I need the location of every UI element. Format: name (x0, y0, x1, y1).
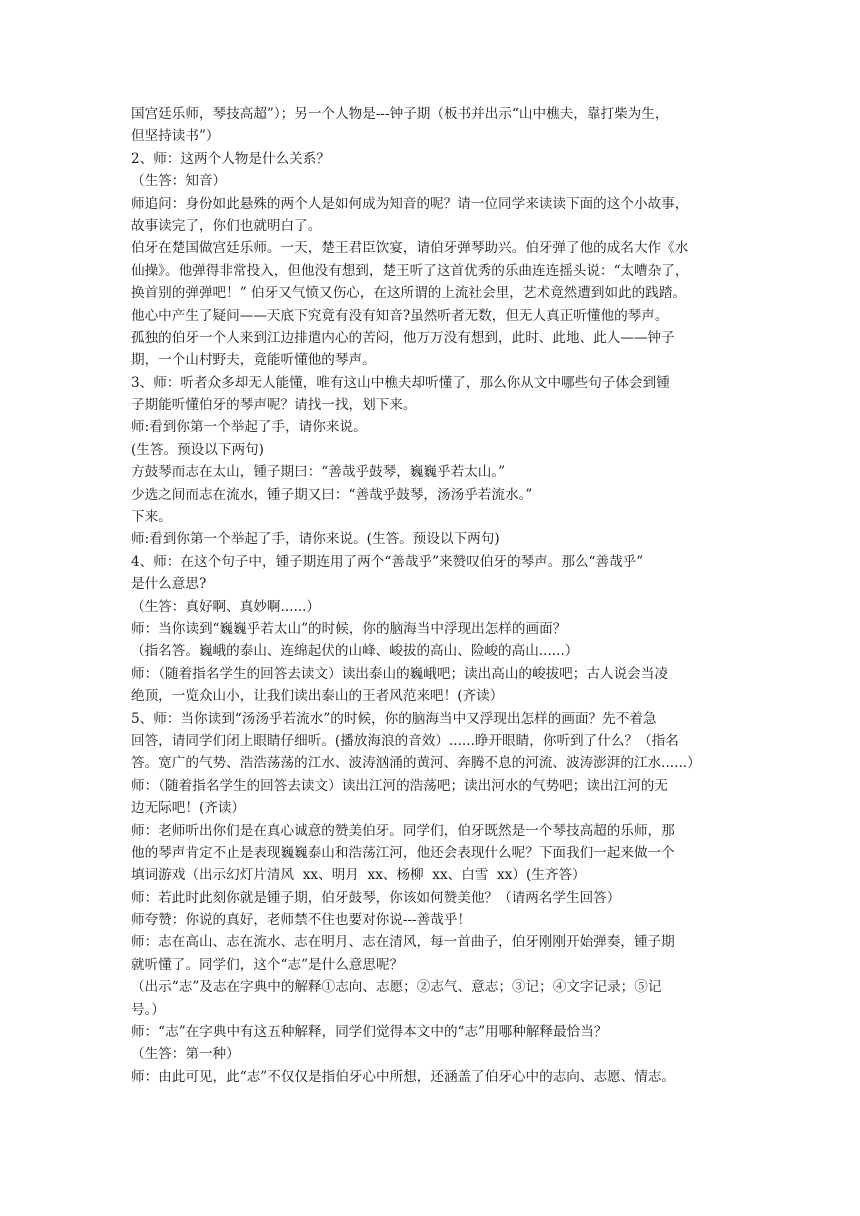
text-line: 师：当你读到“巍巍乎若太山”的时候，你的脑海当中浮现出怎样的画面？ (131, 620, 567, 637)
text-line: 换首别的弹弹吧！” 伯牙又气愤又伤心，在这所谓的上流社会里，艺术竟然遭到如此的践踏。 (131, 285, 687, 302)
text-line: 3、师：听者众多却无人能懂，唯有这山中樵夫却听懂了，那么你从文中哪些句子体会到锺 (131, 374, 670, 391)
text-line: 师：（随着指名学生的回答去读文）读出江河的浩荡吧；读出河水的气势吧；读出江河的无 (131, 777, 668, 794)
text-line: 边无际吧！(齐读） (131, 800, 246, 817)
text-line: 故事读完了，你们也就明白了。 (131, 217, 322, 234)
text-line: （生答：知音） (131, 173, 227, 190)
text-line: 方鼓琴而志在太山，锺子期曰：“善哉乎鼓琴，巍巍乎若太山。” (131, 464, 506, 481)
text-line: 国宫廷乐师，琴技高超”）；另一个人物是---钟子期（板书并出示“山中樵夫，靠打柴为生， (131, 106, 669, 122)
text-line: 填词游戏（出示幻灯片清风 xx、明月 xx、杨柳 xx、白雪 xx）(生齐答） (131, 867, 586, 884)
text-line: 他的琴声肯定不止是表现巍巍泰山和浩荡江河，他还会表现什么呢？下面我们一起来做一个 (131, 844, 675, 861)
text-line: 少选之间而志在流水，锺子期又曰：“善哉乎鼓琴，汤汤乎若流水。” (131, 486, 533, 503)
text-line: 师:看到你第一个举起了手，请你来说。 (131, 419, 367, 436)
text-line: （生答：真好啊、真妙啊......） (131, 598, 321, 615)
document-page (131, 103, 741, 1088)
text-line: 师：若此时此刻你就是锺子期，伯牙鼓琴，你该如何赞美他？（请两名学生回答） (131, 889, 621, 906)
text-line: （生答：第一种） (131, 1046, 240, 1063)
text-line: 2、师：这两个人物是什么关系？ (131, 150, 330, 167)
text-line: 师夸赞：你说的真好，老师禁不住也要对你说---善哉乎！ (131, 912, 472, 929)
text-line: （出示“志”及志在字典中的解释①志向、志愿；②志气、意志；③记；④文字记录；⑤记 (131, 979, 662, 996)
text-line: （指名答。巍峨的泰山、连绵起伏的山峰、峻拔的高山、险峻的高山......） (131, 643, 579, 660)
text-line: 师：（随着指名学生的回答去读文）读出泰山的巍峨吧；读出高山的峻拔吧；古人说会当凌 (131, 665, 668, 682)
text-line: 号。） (131, 1001, 165, 1018)
text-line: 回答，请同学们闭上眼睛仔细听。(播放海浪的音效）......睁开眼睛，你听到了什么？（指名 (131, 732, 679, 749)
text-line: 绝顶，一览众山小，让我们读出泰山的王者风范来吧！(齐读） (131, 688, 504, 705)
text-line: 他心中产生了疑问——天底下究竟有没有知音?虽然听者无数，但无人真正听懂他的琴声。 (131, 307, 669, 324)
text-line: (生答。预设以下两句) (131, 441, 264, 458)
text-line: 伯牙在楚国做宫廷乐师。一天，楚王君臣饮宴，请伯牙弹琴助兴。伯牙弹了他的成名大作《水 (131, 240, 689, 257)
text-line: 期，一个山村野夫，竟能听懂他的琴声。 (131, 352, 376, 369)
text-line: 师：由此可见，此“志”不仅仅是指伯牙心中所想，还涵盖了伯牙心中的志向、志愿、情志。 (131, 1068, 676, 1085)
text-line: 答。宽广的气势、浩浩荡荡的江水、波涛汹涌的黄河、奔腾不息的河流、波涛澎湃的江水......） (131, 755, 701, 772)
text-line: 是什么意思? (131, 576, 207, 593)
text-line: 师追问：身份如此悬殊的两个人是如何成为知音的呢？请一位同学来读读下面的这个小故事， (131, 195, 689, 212)
text-line: 师：老师听出你们是在真心诚意的赞美伯牙。同学们，伯牙既然是一个琴技高超的乐师，那 (131, 822, 675, 839)
text-line: 师：“志”在字典中有这五种解释，同学们觉得本文中的“志”用哪种解释最恰当？ (131, 1024, 608, 1041)
text-line: 就听懂了。同学们，这个“志”是什么意思呢？ (131, 956, 404, 973)
text-line: 师:看到你第一个举起了手，请你来说。(生答。预设以下两句) (131, 531, 500, 548)
text-line: 师：志在高山、志在流水、志在明月、志在清风，每一首曲子，伯牙刚刚开始弹奏，锺子期 (131, 934, 675, 951)
text-line: 仙操》。他弹得非常投入，但他没有想到，楚王听了这首优秀的乐曲连连摇头说：“太嘈杂了， (131, 262, 689, 279)
text-line: 下来。 (131, 509, 172, 526)
text-line: 4、师：在这个句子中，锺子期连用了两个“善哉乎”来赞叹伯牙的琴声。那么“善哉乎” (131, 553, 644, 570)
text-line: 子期能听懂伯牙的琴声呢？请找一找，划下来。 (131, 397, 417, 414)
text-line: 5、师：当你读到“汤汤乎若流水”的时候，你的脑海当中又浮现出怎样的画面？先不着急 (131, 710, 657, 727)
text-line: 孤独的伯牙一个人来到江边排遣内心的苦闷，他万万没有想到，此时、此地、此人——钟子 (131, 329, 675, 346)
text-line: 但坚持读书”） (131, 128, 220, 145)
